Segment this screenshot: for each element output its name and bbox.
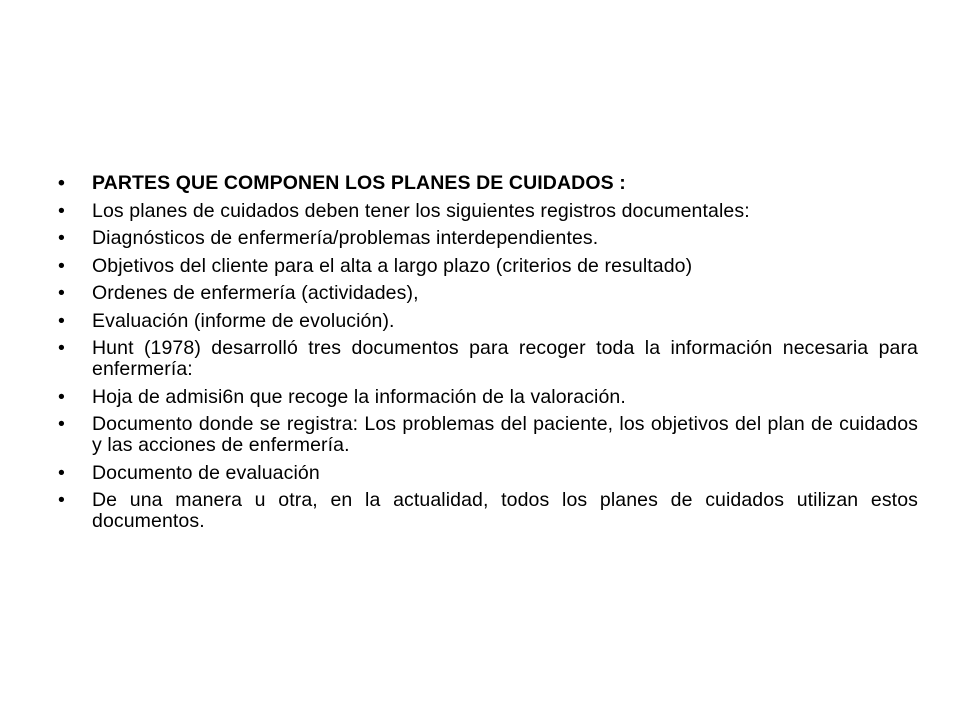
bullet-text: Diagnósticos de enfermería/problemas interdependientes. (92, 227, 599, 249)
bullet-text: Los planes de cuidados deben tener los siguientes registros documentales: (92, 199, 750, 222)
bullet-item-heading (58, 173, 918, 194)
bullet-icon: • (58, 227, 65, 249)
bullet-icon: • (58, 413, 65, 435)
bullet-item (58, 256, 918, 277)
bullet-text: Objetivos del cliente para el alta a largo plazo (criterios de resultado) (92, 254, 693, 277)
bullet-text: Hunt (1978) desarrolló tres documentos para recoger toda la información necesaria para enfermería: (92, 337, 918, 380)
bullet-icon: • (58, 337, 65, 359)
bullet-text: De una manera u otra, en la actualidad, todos los planes de cuidados utilizan estos documentos. (92, 489, 918, 532)
bullet-icon: • (58, 172, 65, 194)
bullet-icon: • (58, 254, 65, 277)
bullet-item (58, 311, 918, 332)
bullet-icon: • (58, 489, 65, 511)
bullet-list (58, 173, 918, 539)
bullet-item (58, 201, 918, 222)
bullet-icon: • (58, 461, 65, 484)
bullet-item (58, 414, 918, 456)
heading-text: PARTES QUE COMPONEN LOS PLANES DE CUIDADOS : (92, 172, 626, 194)
bullet-text: Evaluación (informe de evolución). (92, 309, 395, 332)
bullet-item (58, 463, 918, 484)
bullet-text: Ordenes de enfermería (actividades), (92, 282, 419, 304)
bullet-icon: • (58, 385, 65, 408)
bullet-icon: • (58, 309, 65, 332)
bullet-icon: • (58, 282, 65, 304)
bullet-item (58, 338, 918, 380)
bullet-icon: • (58, 199, 65, 222)
bullet-text: Documento de evaluación (92, 461, 320, 484)
bullet-item (58, 387, 918, 408)
bullet-item (58, 490, 918, 532)
bullet-text: Hoja de admisi6n que recoge la información de la valoración. (92, 385, 626, 408)
bullet-item (58, 228, 918, 249)
bullet-text: Documento donde se registra: Los problemas del paciente, los objetivos del plan de cuidados y las acciones de enfermería. (92, 413, 918, 456)
bullet-item (58, 283, 918, 304)
